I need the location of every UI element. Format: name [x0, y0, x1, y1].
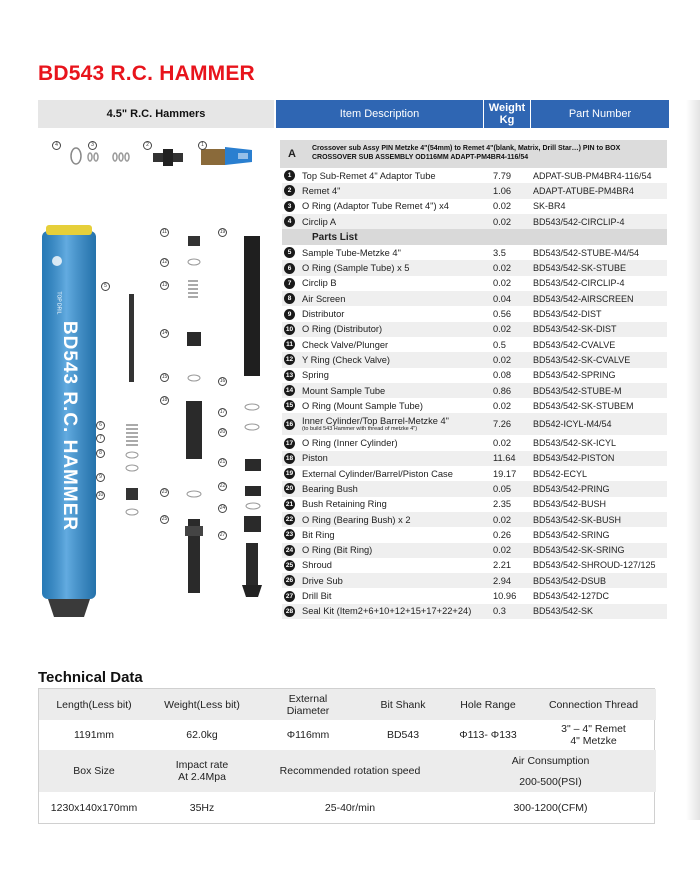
item-part-number: BD543/542-SK-CVALVE [533, 354, 631, 365]
parts-table [282, 168, 667, 619]
item-part-number: BD543/542-AIRSCREEN [533, 293, 634, 304]
table-row [282, 588, 667, 603]
table-row [282, 543, 667, 558]
header-part-number: Part Number [531, 100, 669, 128]
table-row [282, 322, 667, 337]
tech-h-weight: Weight(Less bit) [164, 698, 240, 711]
item-number-badge: 18 [285, 454, 294, 462]
callout-label: 25 [161, 516, 168, 522]
item-weight: 19.17 [493, 468, 517, 479]
item-description-text: Spring [302, 370, 329, 381]
item-weight: 0.05 [493, 483, 512, 494]
callout-label: 11 [161, 229, 168, 235]
table-row [282, 168, 667, 183]
item-number-badge: 15 [285, 402, 294, 410]
item-description [295, 416, 489, 432]
item-description-text: O Ring (Sample Tube) x 5 [302, 263, 410, 274]
item-description [295, 340, 489, 350]
callout-label: 23 [161, 489, 168, 495]
callout-label: 8 [96, 449, 105, 458]
exploded-parts-illustration [38, 131, 274, 621]
tech-h-impact [149, 750, 255, 792]
item-part-number: BD543/542-SRING [533, 529, 610, 540]
tech-v-shank: BD543 [386, 729, 420, 741]
item-weight: 3.5 [493, 247, 506, 258]
item-description-text: Bush Retaining Ring [302, 499, 387, 510]
item-weight: 0.02 [493, 324, 512, 335]
item-number-badge: 25 [285, 561, 294, 569]
item-description [295, 469, 489, 479]
callout-label: 3 [88, 141, 97, 150]
item-number-badge: 16 [285, 420, 294, 428]
item-number-badge: 4 [284, 216, 295, 227]
item-part-number: BD542-ECYL [533, 468, 588, 479]
item-description-text: Bit Ring [302, 529, 335, 540]
item-part-number: BD543/542-BUSH [533, 499, 607, 510]
item-number-badge: 8 [284, 293, 295, 304]
table-row [282, 398, 667, 413]
tech-v-rotation: 25-40r/min [324, 802, 376, 814]
item-description-text: Mount Sample Tube [302, 385, 386, 396]
item-part-number: ADAPT-ATUBE-PM4BR4 [533, 185, 634, 196]
table-row [282, 527, 667, 542]
table-row [282, 497, 667, 512]
hammer-brand-wrap [48, 283, 68, 323]
table-row [282, 512, 667, 527]
item-number-badge: 23 [285, 531, 294, 539]
group-a-header [280, 140, 667, 168]
item-number-badge: 7 [284, 278, 295, 289]
tech-v-ext: Φ116mm [286, 729, 330, 741]
item-number-badge: 1 [284, 170, 295, 181]
header-weight: Weight Kg [484, 100, 530, 128]
table-row [282, 245, 667, 260]
item-part-number: BD543/542-SK-SRING [533, 545, 625, 556]
callout-label: 15 [161, 374, 168, 380]
item-description [295, 201, 489, 211]
item-description-text: Sample Tube-Metzke 4" [302, 247, 401, 258]
item-description-text: Check Valve/Plunger [302, 339, 389, 350]
tech-h-shank: Bit Shank [380, 698, 426, 711]
callout-label: 5 [101, 282, 110, 291]
item-description [295, 248, 489, 258]
item-number-badge: 27 [285, 592, 294, 600]
item-description [295, 530, 489, 540]
callout-label: 10 [97, 492, 104, 498]
header-hammers: 4.5" R.C. Hammers [38, 100, 274, 128]
tech-h-rotation: Recommended rotation speed [279, 765, 421, 777]
item-weight: 11.64 [493, 453, 516, 464]
item-description [295, 401, 489, 411]
callout-label: 13 [161, 282, 168, 288]
callout-label: 4 [52, 141, 61, 150]
callout-label: 21 [219, 459, 226, 465]
callout-label: 1 [198, 141, 207, 150]
item-weight: 0.56 [493, 309, 512, 320]
item-number-badge: 11 [284, 339, 295, 350]
item-description-text: Circlip A [302, 216, 337, 227]
item-description-text: Shroud [302, 560, 332, 571]
item-part-number: BD543/542-SK-STUBE [533, 263, 627, 274]
item-number-badge: 21 [285, 500, 294, 508]
callout-label: 17 [219, 409, 226, 415]
page-edge-shadow [686, 100, 700, 820]
item-number-badge: 12 [285, 356, 294, 364]
item-number-badge: 20 [285, 485, 294, 493]
item-description-text: Air Screen [302, 293, 346, 304]
item-weight: 2.94 [493, 575, 512, 586]
item-weight: 0.04 [493, 293, 512, 304]
tech-v-impact: 35Hz [189, 802, 215, 814]
tech-h-hole: Hole Range [460, 698, 516, 711]
callout-label: 2 [143, 141, 152, 150]
table-row [282, 214, 667, 229]
item-weight: 2.35 [493, 499, 512, 510]
rows-a [282, 168, 667, 229]
item-weight: 7.79 [493, 170, 512, 181]
item-weight: 0.02 [493, 278, 512, 289]
item-number-badge: 2 [284, 185, 295, 196]
tech-h-length: Length(Less bit) [56, 698, 132, 711]
item-weight: 10.96 [493, 591, 517, 602]
item-description [295, 438, 489, 448]
item-part-number: BD543/542-SPRING [533, 370, 616, 381]
item-number-badge: 3 [284, 201, 295, 212]
table-row [282, 306, 667, 321]
item-part-number: BD543/542-SK-ICYL [533, 438, 617, 449]
item-part-number: BD543/542-127DC [533, 591, 610, 602]
table-row [282, 573, 667, 588]
tech-data-table [38, 688, 655, 824]
item-weight: 0.02 [493, 545, 512, 556]
item-description [295, 278, 489, 288]
table-row [282, 481, 667, 496]
item-description [295, 217, 489, 227]
parts-list-heading: Parts List [282, 229, 667, 245]
item-description [295, 294, 489, 304]
tech-v-hole: Φ113- Φ133 [459, 729, 517, 741]
item-number-badge: 28 [285, 607, 294, 615]
item-description-text: Piston [302, 453, 328, 464]
item-part-number: BD543/542-SK [533, 606, 594, 617]
item-number-badge: 24 [285, 546, 294, 554]
item-number-badge: 26 [285, 577, 294, 585]
item-weight: 0.02 [493, 438, 512, 449]
callout-label: 22 [219, 483, 226, 489]
callout-label: 18 [161, 397, 168, 403]
item-description-text: O Ring (Bit Ring) [302, 545, 373, 556]
tech-v-conn-line1: 3" – 4" Remet [561, 723, 626, 735]
item-description-text: O Ring (Bearing Bush) x 2 [302, 514, 411, 525]
item-description-text: Remet 4" [302, 185, 341, 196]
item-description-text: Distributor [302, 309, 345, 320]
item-weight: 0.3 [493, 606, 506, 617]
callout-label: 20 [219, 429, 226, 435]
item-weight: 0.02 [493, 263, 512, 274]
item-description [295, 545, 489, 555]
rows-b [282, 245, 667, 619]
item-part-number: ADPAT-SUB-PM4BR4-116/54 [533, 170, 652, 181]
item-weight: 0.5 [493, 339, 506, 350]
tech-data-title: Technical Data [38, 669, 143, 686]
table-row [282, 260, 667, 275]
item-description [295, 484, 489, 494]
item-description [295, 606, 489, 616]
item-weight: 2.21 [493, 560, 512, 571]
tech-v-length: 1191mm [73, 729, 115, 741]
hammer-label: BD543 R.C. HAMMER [59, 320, 81, 532]
item-description [295, 453, 489, 463]
item-description [295, 186, 489, 196]
callout-label: 12 [161, 259, 168, 265]
item-weight: 0.86 [493, 385, 512, 396]
item-part-number: BD543/542-DIST [533, 309, 602, 320]
item-description [295, 355, 489, 365]
item-description-text: External Cylinder/Barrel/Piston Case [302, 468, 453, 479]
item-description [295, 591, 489, 601]
callout-label: 19 [219, 229, 226, 235]
item-part-number: BD542-ICYL-M4/54 [533, 419, 612, 430]
table-row [282, 352, 667, 367]
table-row [282, 604, 667, 619]
hammer-brand: TOP DRIL [55, 291, 62, 315]
item-part-number: SK-BR4 [533, 201, 566, 212]
item-weight: 0.02 [493, 201, 512, 212]
tech-v-conn [531, 720, 656, 750]
item-weight: 7.26 [493, 419, 512, 430]
item-number-badge: 22 [285, 516, 294, 524]
item-description [295, 386, 489, 396]
item-description-text: Drill Bit [302, 591, 332, 602]
item-part-number: BD543/542-PRING [533, 483, 610, 494]
callout-label: 27 [219, 532, 226, 538]
tech-h-box: Box Size [73, 765, 115, 777]
item-weight: 0.02 [493, 354, 512, 365]
item-part-number: BD543/542-CVALVE [533, 339, 616, 350]
item-number-badge: 9 [284, 309, 295, 320]
item-description [295, 324, 489, 334]
group-a-description: Crossover sub Assy PIN Metzke 4"(54mm) to Remet 4"(blank, Matrix, Drill Star…) PIN to BOX CROSSOVER SUB ASSEMBLY OD116MM ADAPT-PM4BR4-116/54 [312, 145, 621, 161]
callout-label: 7 [96, 434, 105, 443]
callout-label: 6 [96, 421, 105, 430]
table-row [282, 558, 667, 573]
callout-label: 9 [96, 473, 105, 482]
callout-label: 24 [219, 505, 226, 511]
tech-v-air-psi: 200-500(PSI) [519, 775, 582, 788]
table-row [282, 337, 667, 352]
item-part-number: BD543/542-SHROUD-127/125 [533, 560, 656, 571]
table-row [282, 368, 667, 383]
tech-h-impact-line2: At 2.4Mpa [178, 771, 226, 783]
tech-h-ext: External Diameter [286, 692, 330, 717]
item-description [295, 576, 489, 586]
item-description-text: Seal Kit (Item2+6+10+12+15+17+22+24) [302, 606, 472, 617]
table-row [282, 413, 667, 435]
item-description-text: O Ring (Distributor) [302, 324, 383, 335]
item-weight: 0.08 [493, 370, 512, 381]
table-row [282, 291, 667, 306]
tech-h-impact-line1: Impact rate [175, 759, 229, 771]
item-description-text: O Ring (Inner Cylinder) [302, 438, 398, 449]
item-number-badge: 5 [284, 247, 295, 258]
table-row [282, 466, 667, 481]
item-part-number: BD543/542-CIRCLIP-4 [533, 216, 625, 227]
table-row [282, 383, 667, 398]
item-description [295, 370, 489, 380]
item-description-text: Drive Sub [302, 575, 343, 586]
item-number-badge: 14 [285, 387, 294, 394]
item-number-badge: 17 [285, 439, 294, 447]
item-weight: 0.02 [493, 216, 512, 227]
group-a-letter: A [288, 148, 296, 160]
item-part-number: BD543/542-PISTON [533, 453, 615, 464]
item-part-number: BD543/542-CIRCLIP-4 [533, 278, 625, 289]
item-description-note: (to build 543 Hammer with thread of metzke 4") [302, 426, 418, 433]
item-description-text: O Ring (Adaptor Tube Remet 4") x4 [302, 201, 449, 212]
item-description [295, 560, 489, 570]
table-row [282, 183, 667, 198]
item-description-text: Y Ring (Check Valve) [302, 354, 391, 365]
item-description [295, 499, 489, 509]
table-row [282, 276, 667, 291]
table-row [282, 451, 667, 466]
tech-v-weight: 62.0kg [186, 729, 218, 741]
page-title: BD543 R.C. HAMMER [38, 62, 255, 85]
callout-label: 14 [161, 330, 168, 336]
item-description [295, 263, 489, 273]
item-weight: 0.26 [493, 529, 512, 540]
item-description [295, 515, 489, 525]
tech-h-air: Air Consumption [511, 754, 590, 767]
item-description [295, 309, 489, 319]
item-number-badge: 19 [285, 470, 294, 478]
item-part-number: BD543/542-SK-DIST [533, 324, 617, 335]
item-weight: 0.02 [493, 400, 512, 411]
item-description-text: Circlip B [302, 278, 337, 289]
table-row [282, 199, 667, 214]
item-description-text: Inner Cylinder/Top Barrel-Metzke 4" [302, 416, 449, 427]
callout-label: 16 [219, 378, 226, 384]
item-weight: 1.06 [493, 185, 512, 196]
table-row [282, 435, 667, 450]
item-number-badge: 10 [285, 325, 294, 333]
tech-h-conn: Connection Thread [548, 698, 639, 711]
header-item-description: Item Description [276, 100, 483, 128]
tech-v-conn-line2: 4" Metzke [570, 735, 617, 747]
item-weight: 0.02 [493, 514, 512, 525]
tech-v-box: 1230x140x170mm [50, 802, 138, 814]
item-description [295, 171, 489, 181]
tech-v-air-cfm: 300-1200(CFM) [513, 802, 588, 814]
item-part-number: BD543/542-STUBE-M [533, 385, 622, 396]
item-number-badge: 13 [285, 371, 294, 379]
item-part-number: BD543/542-DSUB [533, 575, 607, 586]
item-number-badge: 6 [284, 263, 295, 274]
item-part-number: BD543/542-STUBE-M4/54 [533, 247, 640, 258]
item-part-number: BD543/542-SK-STUBEM [533, 400, 634, 411]
item-description-text: Top Sub-Remet 4" Adaptor Tube [302, 170, 436, 181]
item-description-text: O Ring (Mount Sample Tube) [302, 400, 423, 411]
item-description-text: Bearing Bush [302, 483, 358, 494]
item-part-number: BD543/542-SK-BUSH [533, 514, 622, 525]
